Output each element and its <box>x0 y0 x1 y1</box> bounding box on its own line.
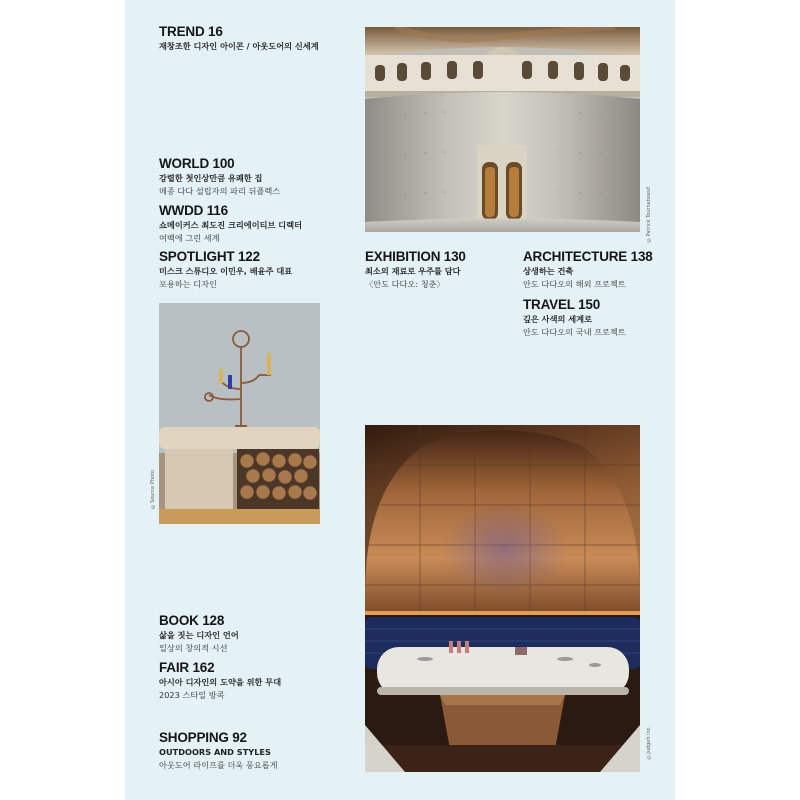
photo-rotunda-interior <box>365 27 640 232</box>
entry-architecture-subtitle: 상생하는 건축 <box>523 266 574 276</box>
entry-travel-subtitle: 깊은 사색의 세계로 <box>523 314 592 324</box>
entry-book-subtitle: 삶을 짓는 디자인 언어 <box>159 630 239 640</box>
entry-exhibition[interactable] <box>365 249 466 291</box>
entry-world[interactable] <box>159 156 280 198</box>
entry-spotlight[interactable] <box>159 249 292 291</box>
entry-spotlight-desc: 포용하는 디자인 <box>159 279 217 289</box>
photo-candelabra-bench <box>159 303 320 524</box>
entry-fair[interactable] <box>159 660 281 702</box>
entry-exhibition-title: EXHIBITION 130 <box>365 249 466 264</box>
entry-shopping-desc: 아웃도어 라이프를 더욱 풍요롭게 <box>159 760 278 770</box>
entry-spotlight-subtitle: 미스크 스튜디오 이민우, 배윤주 대표 <box>159 266 293 276</box>
entry-shopping-subtitle: OUTDOORS AND STYLES <box>159 747 271 757</box>
entry-wwdd-title: WWDD 116 <box>159 203 228 218</box>
entry-spotlight-title: SPOTLIGHT 122 <box>159 249 260 264</box>
entry-world-desc: 메종 다다 설립자의 파리 뒤플렉스 <box>159 186 281 196</box>
photo-credit-left: ©Source Photo <box>150 470 156 510</box>
entry-architecture-title: ARCHITECTURE 138 <box>523 249 653 264</box>
magazine-contents-page <box>125 0 675 800</box>
entry-travel-title: TRAVEL 150 <box>523 297 601 312</box>
entry-world-title: WORLD 100 <box>159 156 235 171</box>
entry-wwdd-subtitle: 쇼메이커스 최도진 크리에이티브 디렉터 <box>159 220 303 230</box>
entry-book-title: BOOK 128 <box>159 613 225 628</box>
entry-fair-desc: 2023 스타일 방콕 <box>159 690 225 700</box>
entry-wwdd[interactable] <box>159 203 302 245</box>
photo-copper-dining-room <box>365 425 640 772</box>
entry-shopping[interactable] <box>159 730 278 772</box>
entry-trend-title: TREND 16 <box>159 24 223 39</box>
entry-wwdd-desc: 여백에 그린 세계 <box>159 233 220 243</box>
photo-credit-top: ©Patrick Tourneboeuf <box>646 187 652 243</box>
entry-travel-desc: 안도 다다오의 국내 프로젝트 <box>523 327 626 337</box>
entry-exhibition-desc: 〈안도 다다오: 청춘〉 <box>365 279 445 289</box>
entry-travel[interactable] <box>523 297 626 339</box>
entry-fair-title: FAIR 162 <box>159 660 215 675</box>
entry-trend[interactable] <box>159 24 319 53</box>
entry-trend-subtitle: 재창조한 디자인 아이콘 / 아웃도어의 신세계 <box>159 41 319 51</box>
entry-exhibition-subtitle: 최소의 재료로 우주를 담다 <box>365 266 461 276</box>
entry-world-subtitle: 강렬한 첫인상만큼 유쾌한 집 <box>159 173 263 183</box>
photo-credit-bottom: ©Judgeh inc. <box>646 726 652 760</box>
entry-book[interactable] <box>159 613 239 655</box>
entry-shopping-title: SHOPPING 92 <box>159 730 247 745</box>
entry-architecture-desc: 안도 다다오의 해외 프로젝트 <box>523 279 626 289</box>
entry-book-desc: 일상의 창의적 시선 <box>159 643 228 653</box>
entry-fair-subtitle: 아시아 디자인의 도약을 위한 무대 <box>159 677 282 687</box>
entry-architecture[interactable] <box>523 249 653 291</box>
